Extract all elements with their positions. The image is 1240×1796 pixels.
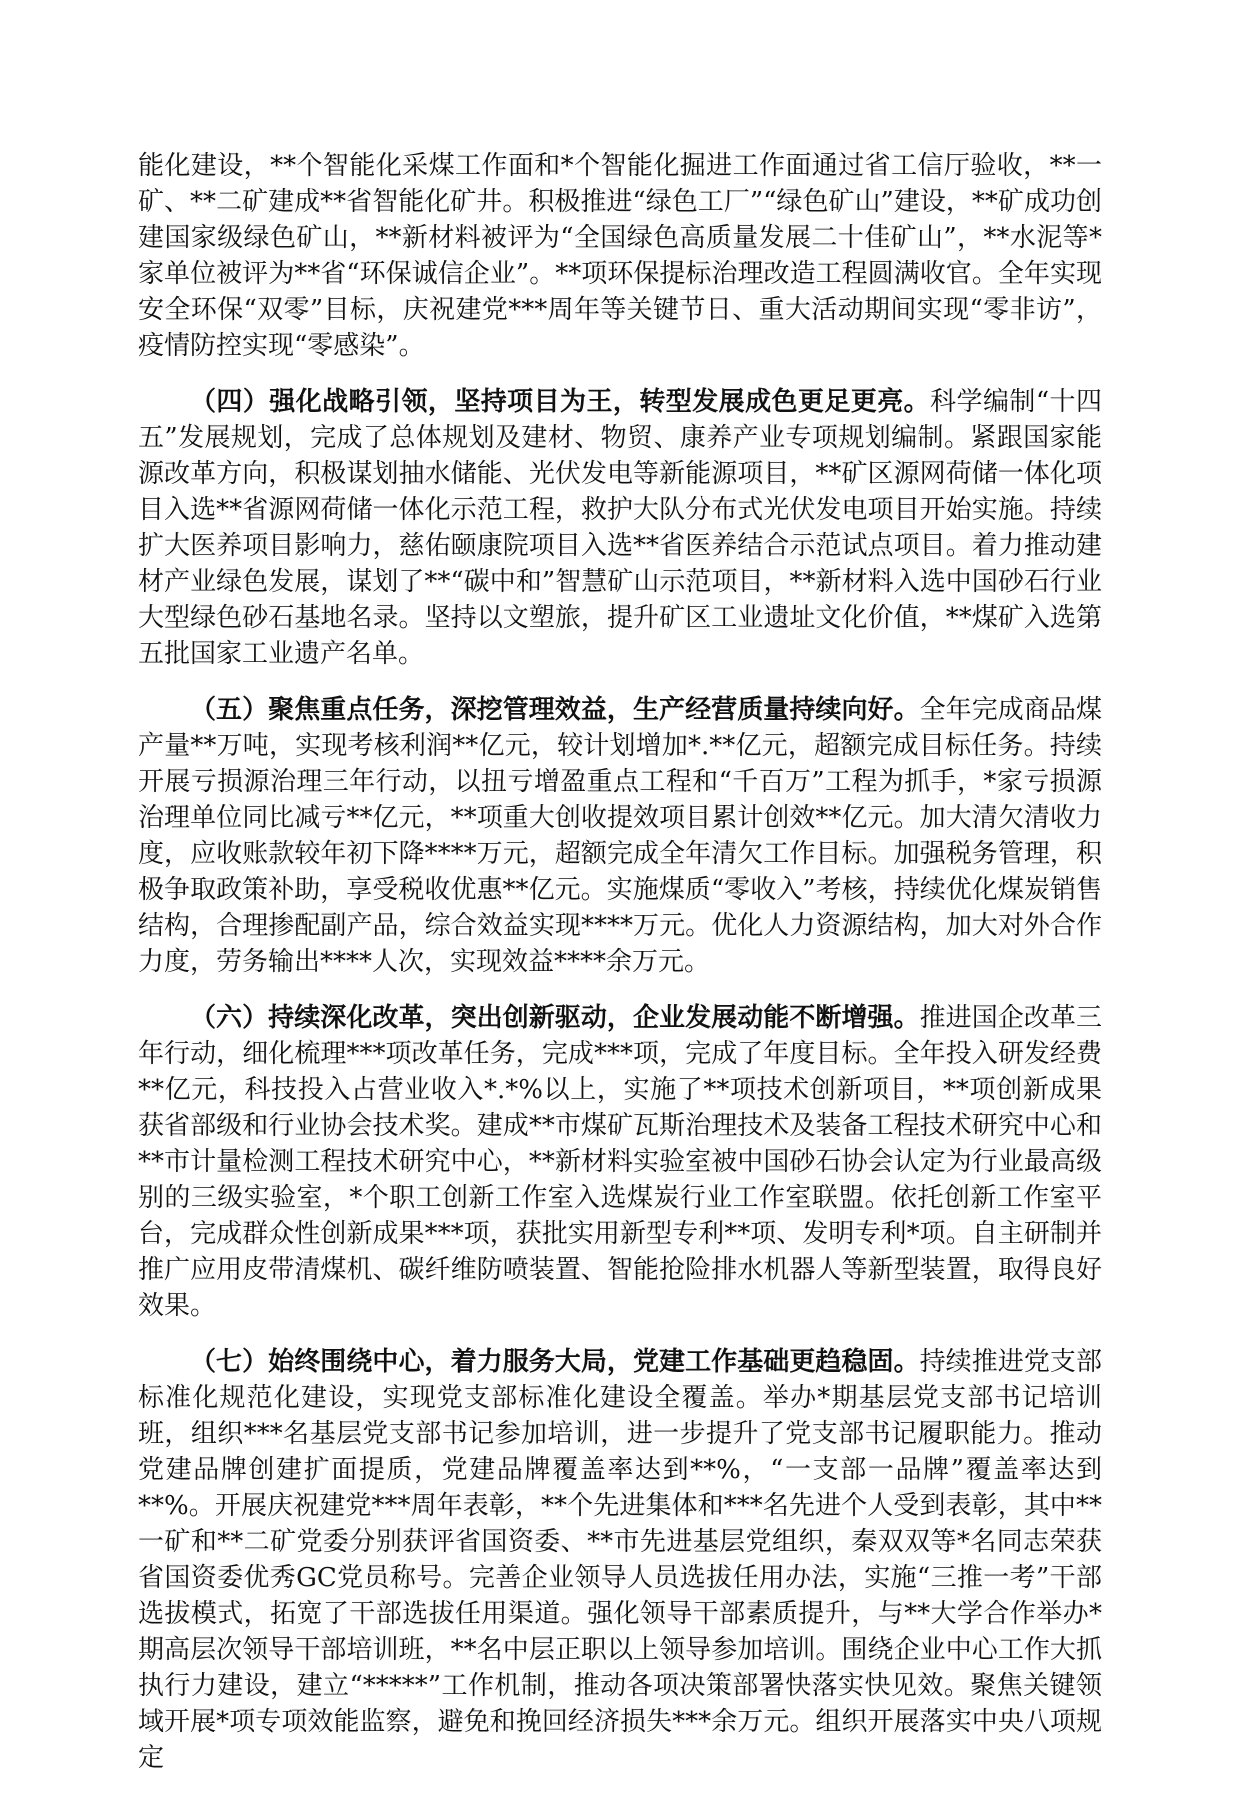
paragraph-section-7 bbox=[138, 1344, 1102, 1776]
paragraph-section-4 bbox=[138, 384, 1102, 672]
section-heading: （六）持续深化改革，突出创新驱动，企业发展动能不断增强。 bbox=[190, 1003, 920, 1033]
paragraph-body: 持续推进党支部标准化规范化建设，实现党支部标准化建设全覆盖。举办*期基层党支部书记培训班，组织***名基层党支部书记参加培训，进一步提升了党支部书记履职能力。推动党建品牌创建扩面提质，党建品牌覆盖率达到**%，“一支部一品牌”覆盖率达到**%。开展庆祝建党***周年表彰，**个先进集体和***名先进个人受到表彰，其中**一矿和**二矿党委分别获评省国资委、**市先进基层党组织，秦双双等*名同志荣获省国资委优秀GC党员称号。完善企业领导人员选拔任用办法，实施“三推一考”干部选拔模式，拓宽了干部选拔任用渠道。强化领导干部素质提升，与**大学合作举办*期高层次领导干部培训班，**名中层正职以上领导参加培训。围绕企业中心工作大抓执行力建设，建立“*****”工作机制，推动各项决策部署快落实快见效。聚焦关键领域开展*项专项效能监察，避免和挽回经济损失***余万元。组织开展落实中央八项规定 bbox=[138, 1347, 1102, 1773]
paragraph-body: 推进国企改革三年行动，细化梳理***项改革任务，完成***项，完成了年度目标。全年投入研发经费**亿元，科技投入占营业收入*.*%以上，实施了**项技术创新项目，**项创新成果获省部级和行业协会技术奖。建成**市煤矿瓦斯治理技术及装备工程技术研究中心和**市计量检测工程技术研究中心，**新材料实验室被中国砂石协会认定为行业最高级别的三级实验室，*个职工创新工作室入选煤炭行业工作室联盟。依托创新工作室平台，完成群众性创新成果***项，获批实用新型专利**项、发明专利*项。自主研制并推广应用皮带清煤机、碳纤维防喷装置、智能抢险排水机器人等新型装置，取得良好效果。 bbox=[138, 1003, 1102, 1321]
section-heading: （七）始终围绕中心，着力服务大局，党建工作基础更趋稳固。 bbox=[190, 1347, 920, 1377]
paragraph-body: 科学编制“十四五”发展规划，完成了总体规划及建材、物贸、康养产业专项规划编制。紧跟国家能源改革方向，积极谋划抽水储能、光伏发电等新能源项目，**矿区源网荷储一体化项目入选**省源网荷储一体化示范工程，救护大队分布式光伏发电项目开始实施。持续扩大医养项目影响力，慈佑颐康院项目入选**省医养结合示范试点项目。着力推动建材产业绿色发展，谋划了**“碳中和”智慧矿山示范项目，**新材料入选中国砂石行业大型绿色砂石基地名录。坚持以文塑旅，提升矿区工业遗址文化价值，**煤矿入选第五批国家工业遗产名单。 bbox=[138, 387, 1102, 669]
section-heading: （四）强化战略引领，坚持项目为王，转型发展成色更足更亮。 bbox=[190, 387, 931, 417]
section-heading: （五）聚焦重点任务，深挖管理效益，生产经营质量持续向好。 bbox=[190, 695, 920, 725]
document-page bbox=[138, 148, 1102, 1796]
paragraph-section-5 bbox=[138, 692, 1102, 980]
paragraph-body: 能化建设，**个智能化采煤工作面和*个智能化掘进工作面通过省工信厅验收，**一矿、**二矿建成**省智能化矿井。积极推进“绿色工厂”“绿色矿山”建设，**矿成功创建国家级绿色矿山，**新材料被评为“全国绿色高质量发展二十佳矿山”，**水泥等*家单位被评为**省“环保诚信企业”。**项环保提标治理改造工程圆满收官。全年实现安全环保“双零”目标，庆祝建党***周年等关键节日、重大活动期间实现“零非访”，疫情防控实现“零感染”。 bbox=[138, 151, 1102, 361]
paragraph-continued bbox=[138, 148, 1102, 364]
paragraph-body: 全年完成商品煤产量**万吨，实现考核利润**亿元，较计划增加*.**亿元，超额完成目标任务。持续开展亏损源治理三年行动，以扭亏增盈重点工程和“千百万”工程为抓手，*家亏损源治理单位同比减亏**亿元，**项重大创收提效项目累计创效**亿元。加大清欠清收力度，应收账款较年初下降****万元，超额完成全年清欠工作目标。加强税务管理，积极争取政策补助，享受税收优惠**亿元。实施煤质“零收入”考核，持续优化煤炭销售结构，合理掺配副产品，综合效益实现****万元。优化人力资源结构，加大对外合作力度，劳务输出****人次，实现效益****余万元。 bbox=[138, 695, 1102, 977]
paragraph-section-6 bbox=[138, 1000, 1102, 1324]
